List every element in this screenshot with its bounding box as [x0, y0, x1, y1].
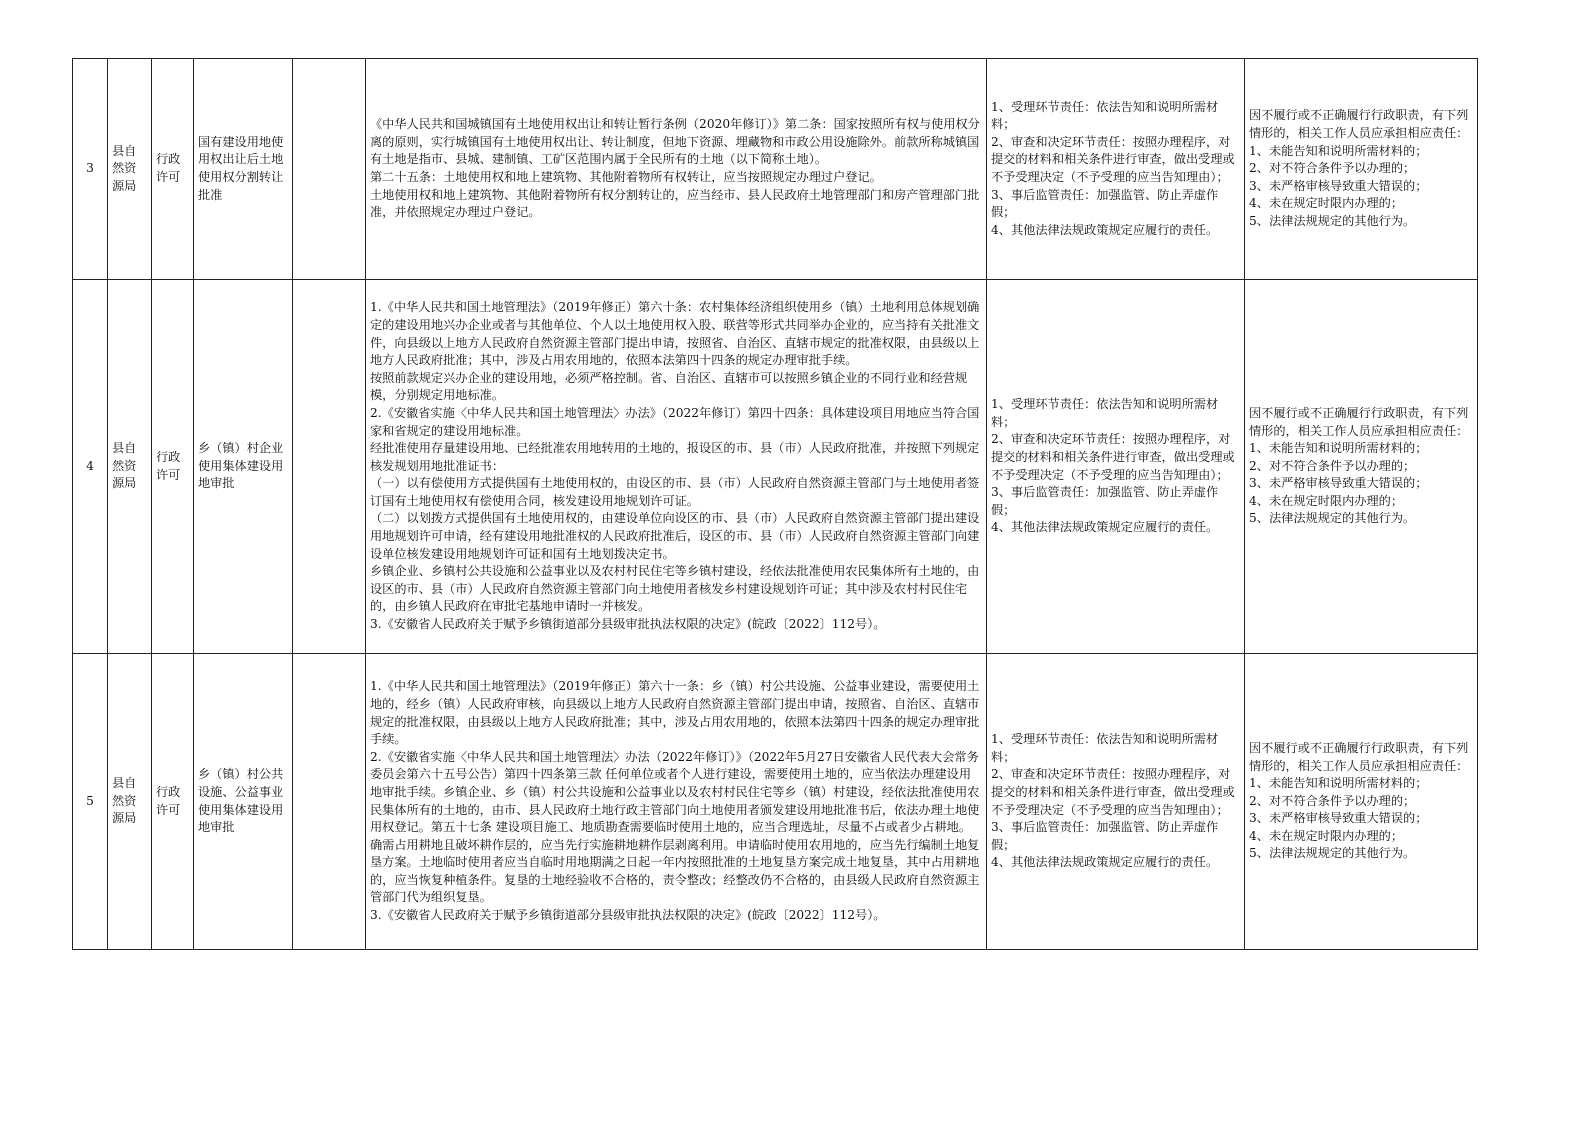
accountability-cell [1245, 654, 1478, 950]
item-name-cell: 国有建设用地使用权出让后土地使用权分割转让批准 [194, 59, 293, 280]
row-number-cell: 4 [73, 280, 108, 654]
basis-paragraph: 《中华人民共和国城镇国有土地使用权出让和转让暂行条例（2020年修订）》第二条：国家按照所有权与使用权分离的原则，实行城镇国有土地使用权出让、转让制度，但地下资源、埋藏物和市政公用设施除外。前款所称城镇国有土地是指市、县城、建制镇、工矿区范围内属于全民所有的土地（以下简称土地）。 [370, 117, 980, 167]
duty-item: 2、审查和决定环节责任：按照办理程序，对提交的材料和相关条件进行审查，做出受理或不予受理决定（不予受理的应当告知理由）； [991, 432, 1235, 482]
liability-item: 2、对不符合条件予以办理的； [1249, 458, 1416, 473]
basis-paragraph: 1.《中华人民共和国土地管理法》（2019年修正）第六十条：农村集体经济组织使用乡（镇）土地利用总体规划确定的建设用地兴办企业或者与其他单位、个人以土地使用权入股、联营等形式共同举办企业的，应当持有关批准文件，向县级以上地方人民政府自然资源主管部门提出申请，按照省、自治区、直辖市规定的批准权限，由县级以上地方人民政府批准；其中，涉及占用农用地的，依照本法第四十四条的规定办理审批手续。 [370, 300, 980, 368]
liability-item: 5、法律法规规定的其他行为。 [1249, 511, 1416, 526]
basis-paragraph: 土地使用权和地上建筑物、其他附着物所有权分割转让的，应当经市、县人民政府土地管理部门和房产管理部门批准，并依照规定办理过户登记。 [370, 187, 980, 220]
liability-item: 5、法律法规规定的其他行为。 [1249, 846, 1416, 861]
duty-item: 2、审查和决定环节责任：按照办理程序，对提交的材料和相关条件进行审查，做出受理或不予受理决定（不予受理的应当告知理由）； [991, 134, 1235, 184]
power-type-cell: 行政许可 [152, 280, 194, 654]
duty-item: 3、事后监管责任：加强监管、防止弄虚作假； [991, 820, 1219, 852]
basis-paragraph: 2.《安徽省实施〈中华人民共和国土地管理法〉办法（2022年修订）》（2022年5月27日安徽省人民代表大会常务委员会第六十五号公告）第四十四条第三款 任何单位或者个人进行建设，需要使用土地的，应当依法办理建设用地审批手续。乡镇企业、乡（镇）村公共设施和公益事业以及农村村民住宅等乡（镇）村建设，经依法批准使用农民集体所有的土地的，由市、县人民政府土地行政主管部门向土地使用者颁发建设用地批准书后，依法办理土地使用权登记。第五十七条 建设项目施工、地质勘查需要临时使用土地的，应当合理选址，尽量不占或者少占耕地。确需占用耕地且破坏耕作层的，应当先行实施耕地耕作层剥离利用。申请临时使用农用地的，应当先行编制土地复垦方案。土地临时使用者应当自临时用地期满之日起一年内按照批准的土地复垦方案完成土地复垦，其中占用耕地的，应当恢复种植条件。复垦的土地经验收不合格的，责令整改；经整改仍不合格的，由县级人民政府自然资源主管部门代为组织复垦。 [370, 749, 980, 905]
power-type-cell: 行政许可 [152, 59, 194, 280]
liability-item: 5、法律法规规定的其他行为。 [1249, 213, 1416, 228]
sub-item-cell [293, 280, 366, 654]
item-name-cell: 乡（镇）村企业使用集体建设用地审批 [194, 280, 293, 654]
accountability-cell [1245, 59, 1478, 280]
liability-item: 3、未严格审核导致重大错误的； [1249, 811, 1428, 826]
liability-item: 因不履行或不正确履行行政职责，有下列情形的，相关工作人员应承担相应责任： [1249, 740, 1469, 773]
sub-item-cell [293, 654, 366, 950]
department-cell: 县自然资源局 [108, 59, 152, 280]
basis-paragraph: 3.《安徽省人民政府关于赋予乡镇街道部分县级审批执法权限的决定》(皖政〔2022〕112号）。 [370, 908, 886, 923]
duty-item: 1、受理环节责任：依法告知和说明所需材料； [991, 99, 1219, 132]
liability-item: 4、未在规定时限内办理的； [1249, 828, 1404, 843]
duty-item: 3、事后监管责任：加强监管、防止弄虚作假； [991, 485, 1219, 517]
sub-item-cell [293, 59, 366, 280]
responsibility-cell [987, 59, 1245, 280]
liability-item: 因不履行或不正确履行行政职责，有下列情形的，相关工作人员应承担相应责任： [1249, 405, 1469, 438]
liability-item: 3、未严格审核导致重大错误的； [1249, 178, 1428, 193]
liability-item: 2、对不符合条件予以办理的； [1249, 793, 1416, 808]
liability-item: 4、未在规定时限内办理的； [1249, 493, 1404, 508]
liability-item: 1、未能告知和说明所需材料的； [1249, 441, 1428, 456]
duty-item: 3、事后监管责任：加强监管、防止弄虚作假； [991, 187, 1219, 220]
basis-paragraph: 2.《安徽省实施〈中华人民共和国土地管理法〉办法》（2022年修订）第四十四条：具体建设项目用地应当符合国家和省规定的建设用地标准。 [370, 405, 980, 438]
duty-item: 4、其他法律法规政策规定应履行的责任。 [991, 855, 1219, 870]
basis-paragraph: 乡镇企业、乡镇村公共设施和公益事业以及农村村民住宅等乡镇村建设，经依法批准使用农民集体所有土地的，由设区的市、县（市）人民政府自然资源主管部门向土地使用者核发乡村建设规划许可证；其中涉及农村村民住宅的，由乡镇人民政府在审批宅基地申请时一并核发。 [370, 564, 980, 614]
legal-basis-cell [366, 59, 987, 280]
basis-paragraph: （二）以划拨方式提供国有土地使用权的，由建设单位向设区的市、县（市）人民政府自然资源主管部门提出建设用地规划许可申请，经有建设用地批准权的人民政府批准后，设区的市、县（市）人民政府自然资源主管部门向建设单位核发建设用地规划许可证和国有土地划拨决定书。 [370, 511, 980, 561]
basis-paragraph: 经批准使用存量建设用地、已经批准农用地转用的土地的，报设区的市、县（市）人民政府批准，并按照下列规定核发规划用地批准证书： [370, 441, 980, 473]
table-row [73, 280, 1478, 654]
liability-item: 4、未在规定时限内办理的； [1249, 196, 1404, 211]
duty-item: 2、审查和决定环节责任：按照办理程序，对提交的材料和相关条件进行审查，做出受理或不予受理决定（不予受理的应当告知理由）； [991, 767, 1235, 817]
liability-item: 3、未严格审核导致重大错误的； [1249, 476, 1428, 491]
liability-item: 因不履行或不正确履行行政职责，有下列情形的，相关工作人员应承担相应责任： [1249, 108, 1469, 141]
row-number-cell: 3 [73, 59, 108, 280]
duty-item: 4、其他法律法规政策规定应履行的责任。 [991, 222, 1219, 237]
duty-item: 4、其他法律法规政策规定应履行的责任。 [991, 520, 1219, 535]
basis-paragraph: （一）以有偿使用方式提供国有土地使用权的，由设区的市、县（市）人民政府自然资源主管部门与土地使用者签订国有土地使用权有偿使用合同，核发建设用地规划许可证。 [370, 476, 980, 508]
item-name-cell: 乡（镇）村公共设施、公益事业使用集体建设用地审批 [194, 654, 293, 950]
duty-item: 1、受理环节责任：依法告知和说明所需材料； [991, 732, 1219, 764]
duty-item: 1、受理环节责任：依法告知和说明所需材料； [991, 397, 1219, 429]
basis-paragraph: 第二十五条：土地使用权和地上建筑物、其他附着物所有权转让，应当按照规定办理过户登记。 [370, 170, 882, 184]
legal-basis-cell [366, 280, 987, 654]
basis-paragraph: 3.《安徽省人民政府关于赋予乡镇街道部分县级审批执法权限的决定》(皖政〔2022〕112号）。 [370, 617, 886, 632]
basis-paragraph: 1.《中华人民共和国土地管理法》（2019年修正）第六十一条：乡（镇）村公共设施、公益事业建设，需要使用土地的，经乡（镇）人民政府审核，向县级以上地方人民政府自然资源主管部门提出申请，按照省、自治区、直辖市规定的批准权限，由县级以上地方人民政府批准；其中，涉及占用农用地的，依照本法第四十四条的规定办理审批手续。 [370, 679, 980, 747]
liability-item: 2、对不符合条件予以办理的； [1249, 161, 1416, 176]
accountability-cell [1245, 280, 1478, 654]
department-cell: 县自然资源局 [108, 654, 152, 950]
power-list-table [72, 58, 1478, 950]
table-row [73, 59, 1478, 280]
department-cell: 县自然资源局 [108, 280, 152, 654]
liability-item: 1、未能告知和说明所需材料的； [1249, 776, 1428, 791]
liability-item: 1、未能告知和说明所需材料的； [1249, 143, 1428, 158]
legal-basis-cell [366, 654, 987, 950]
power-type-cell: 行政许可 [152, 654, 194, 950]
responsibility-cell [987, 280, 1245, 654]
responsibility-cell [987, 654, 1245, 950]
table-row [73, 654, 1478, 950]
row-number-cell: 5 [73, 654, 108, 950]
table-body [73, 59, 1478, 950]
basis-paragraph: 按照前款规定兴办企业的建设用地，必须严格控制。省、自治区、直辖市可以按照乡镇企业的不同行业和经营规模，分别规定用地标准。 [370, 370, 968, 403]
